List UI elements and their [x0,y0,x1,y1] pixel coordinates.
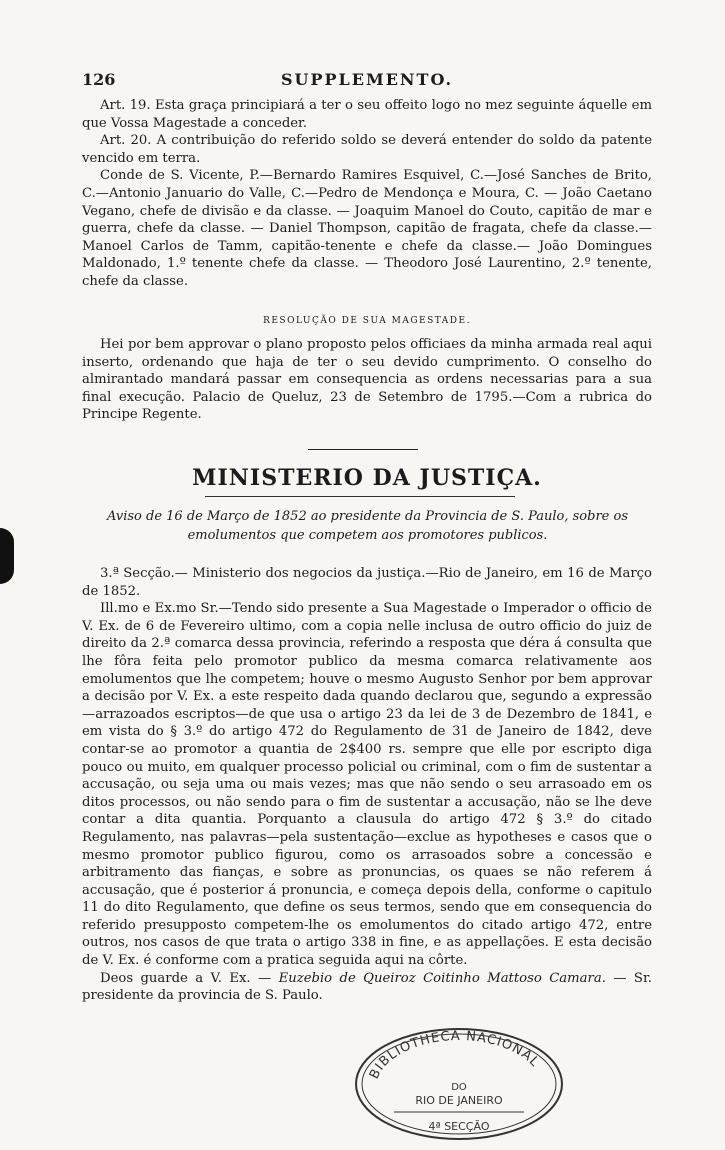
section-divider [308,449,418,450]
title-underline [205,496,515,497]
stamp-bottom: 4ª SECÇÃO [428,1120,490,1133]
aviso-body [82,565,652,1005]
library-stamp [348,1018,570,1140]
signatories: Conde de S. Vicente, P.—Bernardo Ramires Esquivel, C.—José Sanches de Brito, C.—Antonio Januario do Valle, C.—Pedro de Mendonça e Moura, C. — João Caetano Vegano, chefe de divisão e da classe. — Joaquim Manoel do Couto, capitão de mar e guerra, chefe da classe. — Daniel Thompson, capitão de fragata, chefe da classe.—Manoel Carlos de Tamm, capitão-tenente e chefe da classe.— João Domingues Maldonado, 1.º tenente chefe da classe. — Theodoro José Laurentino, 2.º tenente, chefe da classe. [82,168,652,289]
margin-mark [0,528,14,584]
secao-line: 3.ª Secção.— Ministerio dos negocios da justiça.—Rio de Janeiro, em 16 de Março de 1852. [82,566,652,599]
resolucao-text: Hei por bem approvar o plano proposto pelos officiaes da minha armada real aqui inserto, ordenando que haja de ter o seu devido cumprimento. O conselho do almirantado mandará passar em consequencia as ordens necessarias para a sua final execução. Palacio de Queluz, 23 de Setembro de 1795.—Com a rubrica do Principe Regente. [82,337,652,423]
resolucao-heading: RESOLUÇÃO DE SUA MAGESTADE. [263,316,471,326]
stamp-line2: RIO DE JANEIRO [415,1094,503,1107]
closing-signature: Euzebio de Queiroz Coitinho Mattoso Camara. [278,970,606,986]
stamp-line1: DO [451,1082,467,1093]
page-number: 126 [82,70,116,89]
running-head: SUPPLEMENTO. [280,70,454,89]
stamp-arc-text: BIBLIOTHECA NACIONAL [366,1028,543,1082]
articles-block [82,97,652,291]
resolucao-block [82,336,652,424]
page-header [82,70,652,90]
section-title: MINISTERIO DA JUSTIÇA. [192,465,542,491]
main-text: Ill.mo e Ex.mo Sr.—Tendo sido presente a Sua Magestade o Imperador o officio de V. Ex. de 6 de Fevereiro ultimo, com a copia nelle inclusa de outro officio do juiz de direito da 2.ª comarca dessa provincia, referindo a resposta que déra á consulta que lhe fôra feita pelo promotor publico da mesma comarca relativamente aos emolumentos que lhe competem; houve o mesmo Augusto Senhor por bem approvar a decisão por V. Ex. a este respeito dada quando declarou que, segundo a expressão—arrazoados escriptos—de que usa o artigo 23 da lei de 3 de Dezembro de 1841, e em vista do § 3.º do artigo 472 do Regulamento de 31 de Janeiro de 1842, deve contar-se ao promotor a quantia de 2$400 rs. sempre que elle por escripto diga pouco ou muito, em qualquer processo policial ou criminal, com o fim de sustentar a accusação, ou seja uma ou mais vezes; mas que não sendo o seu arrasoado em os ditos processos, ou não sendo para o fim de sustentar a accusação, não se lhe deve contar a dita quantia. Porquanto a clausula do artigo 472 § 3.º do citado Regulamento, nas palavras—pela sustentação—exclue as hypotheses e casos que o mesmo promotor publico figurou, como os arrasoados sobre a concessão e arbitramento das fianças, e sobre as pronuncias, os quaes se não referem á accusação, que é posterior á pronuncia, e começa depois della, conforme o capitulo 11 do dito Regulamento, que define os seus termos, sendo que em consequencia do referido presupposto competem-lhe os emolumentos do citado artigo 472, entre outros, nos casos de que trata o artigo 338 in fine, e as appellações. E esta decisão de V. Ex. é conforme com a pratica seguida aqui na côrte. [82,601,652,969]
closing-addressee: — Sr. presidente da provincia de S. Paulo. [82,970,652,1004]
closing [82,970,652,1005]
library-stamp-graphic [348,1018,570,1140]
closing-greeting: Deos guarde a V. Ex. — [100,970,272,986]
aviso-title: Aviso de 16 de Março de 1852 ao presidente da Provincia de S. Paulo, sobre os emolumentos que competem aos promotores publicos. [107,509,628,543]
article-20: Art. 20. A contribuição do referido soldo se deverá entender do soldo da patente vencido em terra. [82,133,652,166]
article-19: Art. 19. Esta graça principiará a ter o seu offeito logo no mez seguinte áquelle em que Vossa Magestade a conceder. [82,98,652,131]
